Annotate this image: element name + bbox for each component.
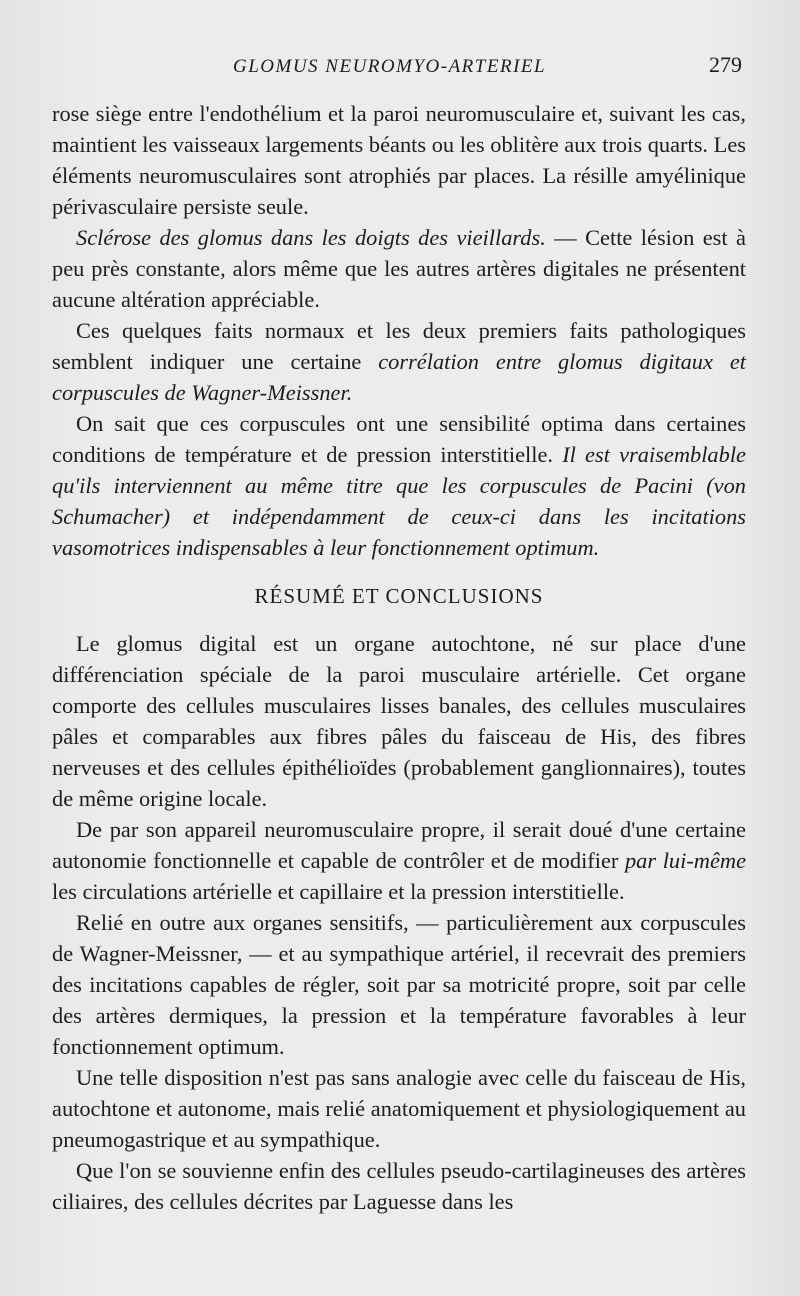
paragraph-7 [52,907,746,1062]
paragraph-6-end: les circulations artérielle et capillaire et la pression interstitielle. [52,879,625,904]
page-body [52,98,746,1217]
paragraph-4 [52,408,746,563]
page-number: 279 [709,52,742,77]
paragraph-2-italic: Sclérose des glomus dans les doigts des vieillards. [76,225,546,250]
paragraph-1 [52,98,746,222]
paragraph-1-text: rose siège entre l'endothélium et la paroi neuromusculaire et, suivant les cas, maintient les vaisseaux largements béants ou les oblitère aux trois quarts. Les éléments neuromusculaires sont atrophiés par places. La résille amyélinique périvasculaire persiste seule. [52,101,746,219]
paragraph-4-italic: Il est vraisemblable qu'ils interviennent au même titre que les corpuscules de Pacini (von Schumacher) et indépendamment de ceux-ci dans les incitations vasomotrices indispensables à leur fonctionnement optimum. [52,442,746,560]
paragraph-7-text: Relié en outre aux organes sensitifs, — particulièrement aux corpuscules de Wagner-Meissner, — et au sympathique artériel, il recevrait des premiers des incitations capables de régler, soit par sa motricité propre, soit par celle des artères dermiques, la pression et la température favorables à leur fonctionnement optimum. [52,910,746,1059]
paragraph-9 [52,1155,746,1217]
paragraph-3-italic: corrélation entre glomus digitaux et corpuscules de Wagner-Meissner. [52,349,746,405]
paragraph-6-italic: par lui-même [624,848,747,873]
paragraph-2-text: — Cette lésion est à peu près constante, alors même que les autres artères digitales ne présentent aucune altération appréciable. [52,225,746,312]
running-title: GLOMUS NEUROMYO-ARTERIEL [233,56,547,77]
paragraph-2 [52,222,746,315]
paragraph-6 [52,814,746,907]
paragraph-6-text: De par son appareil neuromusculaire propre, il serait doué d'une certaine autonomie fonctionnelle et capable de contrôler et de modifier [52,817,746,873]
paragraph-8 [52,1062,746,1155]
paragraph-3 [52,315,746,408]
paragraph-4-text: On sait que ces corpuscules ont une sensibilité optima dans certaines conditions de température et de pression interstitielle. [52,411,746,467]
section-title: RÉSUMÉ ET CONCLUSIONS [254,584,544,608]
paragraph-8-text: Une telle disposition n'est pas sans analogie avec celle du faisceau de His, autochtone et autonome, mais relié anatomiquement et physiologiquement au pneumogastrique et au sympathique. [52,1065,746,1152]
paragraph-5 [52,628,746,814]
page-header [0,52,800,82]
paragraph-3-text: Ces quelques faits normaux et les deux premiers faits pathologiques semblent indiquer une certaine [52,318,746,374]
paragraph-5-text: Le glomus digital est un organe autochtone, né sur place d'une différenciation spéciale de la paroi musculaire artérielle. Cet organe comporte des cellules musculaires lisses banales, des cellules musculaires pâles et comparables aux fibres pâles du faisceau de His, des fibres nerveuses et des cellules épithélioïdes (probablement ganglionnaires), toutes de même origine locale. [52,631,746,811]
paragraph-9-text: Que l'on se souvienne enfin des cellules pseudo-cartilagineuses des artères ciliaires, des cellules décrites par Laguesse dans les [52,1158,746,1214]
